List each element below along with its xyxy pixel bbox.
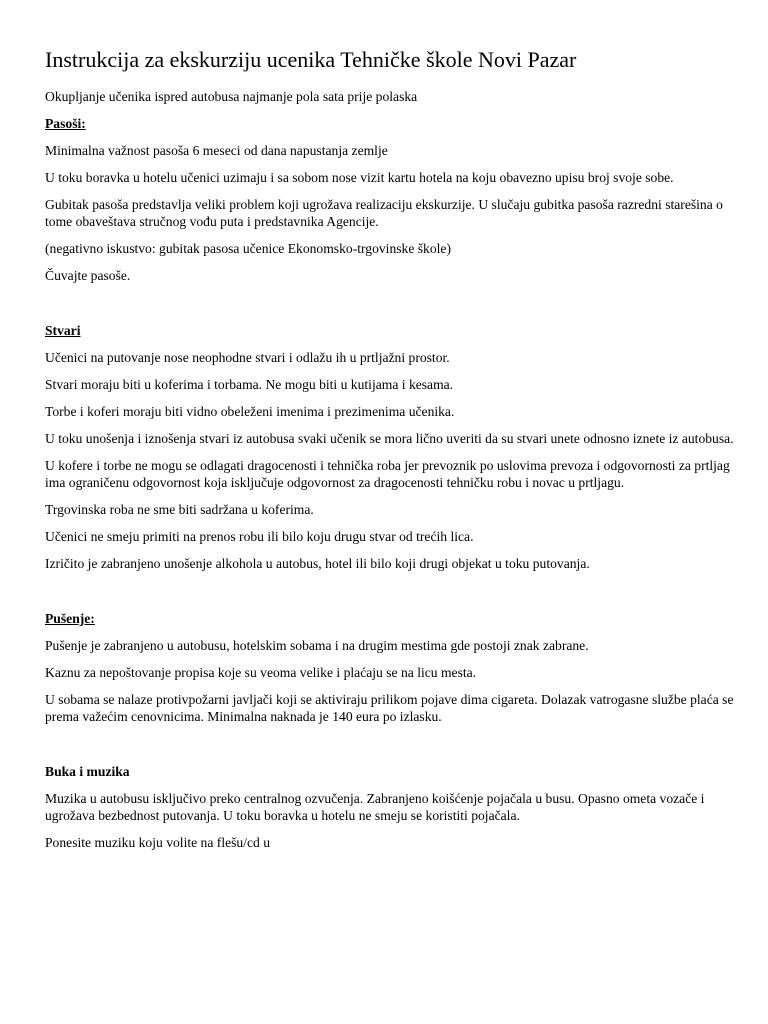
paragraph: Minimalna važnost pasoša 6 meseci od dana napustanja zemlje [45, 143, 388, 158]
section-gap [45, 735, 735, 763]
paragraph: Učenici na putovanje nose neophodne stvari i odlažu ih u prtljažni prostor. [45, 350, 450, 365]
section-pasosi [45, 115, 735, 284]
paragraph: Kaznu za nepoštovanje propisa koje su veoma velike i plaćaju se na licu mesta. [45, 665, 477, 680]
document-title: Instrukcija za ekskurziju ucenika Tehničke škole Novi Pazar [45, 47, 577, 72]
section-stvari [45, 322, 735, 572]
paragraph: Učenici ne smeju primiti na prenos robu ili bilo koju drugu stvar od trećih lica. [45, 529, 474, 544]
paragraph: Izričito je zabranjeno unošenje alkohola u autobus, hotel ili bilo koji drugi objekat u toku putovanja. [45, 556, 590, 571]
section-heading-pusenje: Pušenje: [45, 611, 95, 626]
paragraph: Pušenje je zabranjeno u autobusu, hotelskim sobama i na drugim mestima gde postoji znak zabrane. [45, 638, 589, 653]
paragraph: U kofere i torbe ne mogu se odlagati dragocenosti i tehnička roba jer prevoznik po uslovima prevoza i odgovornosti za prtljag ima ograničenu odgovornost koja isključuje odgovornost za dragocenosti tehničku robu i novac u prtljagu. [45, 458, 730, 490]
section-heading-pasosi: Pasoši: [45, 116, 86, 131]
paragraph: U toku unošenja i iznošenja stvari iz autobusa svaki učenik se mora lično uveriti da su stvari unete odnosno iznete iz autobusa. [45, 431, 734, 446]
paragraph: Čuvajte pasoše. [45, 268, 131, 283]
paragraph: Ponesite muziku koju volite na flešu/cd u [45, 835, 271, 850]
paragraph: Trgovinska roba ne sme biti sadržana u koferima. [45, 502, 314, 517]
section-gap [45, 582, 735, 610]
section-heading-buka: Buka i muzika [45, 764, 130, 779]
section-heading-stvari: Stvari [45, 323, 81, 338]
document-page [45, 46, 735, 861]
paragraph: (negativno iskustvo: gubitak pasosa učenice Ekonomsko-trgovinske škole) [45, 241, 451, 256]
paragraph: U sobama se nalaze protivpožarni javljači koji se aktiviraju prilikom pojave dima cigareta. Dolazak vatrogasne službe plaća se prema važećim cenovnicima. Minimalna naknada je 140 eura po izlasku. [45, 692, 734, 724]
paragraph: Muzika u autobusu isključivo preko centralnog ozvučenja. Zabranjeno koišćenje pojačala u busu. Opasno ometa vozače i ugrožava bezbednost putovanja. U toku boravka u hotelu ne smeju se koristiti pojačala. [45, 791, 705, 823]
section-buka [45, 763, 735, 851]
paragraph: Gubitak pasoša predstavlja veliki problem koji ugrožava realizaciju ekskurzije. U slučaju gubitka pasoša razredni starešina o tome obaveštava stručnog vođu puta i predstavnika Agencije. [45, 197, 723, 229]
intro-paragraph: Okupljanje učenika ispred autobusa najmanje pola sata prije polaska [45, 89, 418, 104]
paragraph: U toku boravka u hotelu učenici uzimaju i sa sobom nose vizit kartu hotela na koju obavezno upisu broj svoje sobe. [45, 170, 674, 185]
paragraph: Stvari moraju biti u koferima i torbama. Ne mogu biti u kutijama i kesama. [45, 377, 454, 392]
paragraph: Torbe i koferi moraju biti vidno obeleženi imenima i prezimenima učenika. [45, 404, 455, 419]
section-pusenje [45, 610, 735, 725]
section-gap [45, 294, 735, 322]
